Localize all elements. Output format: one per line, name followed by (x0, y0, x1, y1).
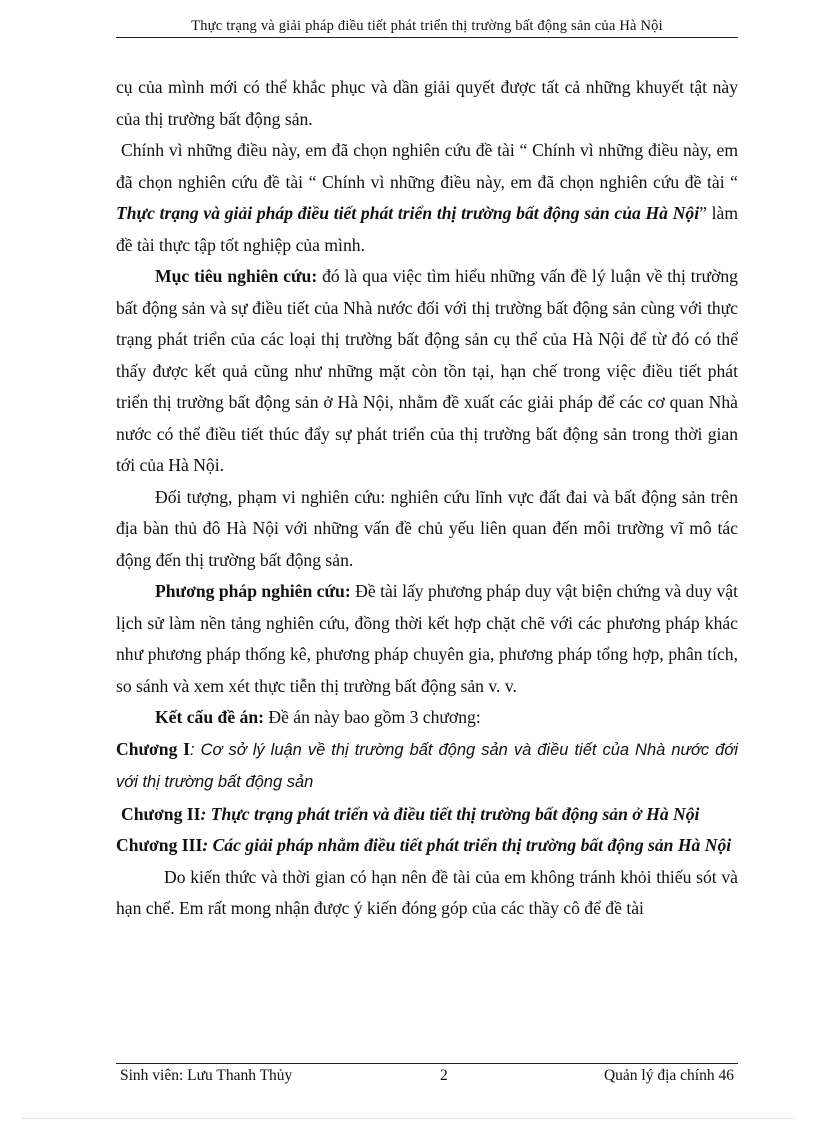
header-rule (116, 37, 738, 38)
chapter-3-line (116, 830, 738, 862)
chapter-1-line (116, 734, 738, 799)
paragraph-closing (116, 862, 738, 925)
chapter-title: : Cơ sở lý luận về thị trường bất động sản và điều tiết của Nhà nước đới với thị trường bất động sản (116, 740, 738, 791)
paragraph-intro-continued (116, 72, 738, 135)
chapter-title: : Các giải pháp nhằm điều tiết phát triển thị trường bất động sản Hà Nội (202, 835, 732, 855)
footer-rule (116, 1063, 738, 1064)
paragraph-structure (116, 702, 738, 734)
page-bottom-edge (22, 1118, 794, 1119)
chapter-label: Chương II (121, 803, 201, 824)
paragraph-text: ” làm đề tài thực tập tốt nghiệp của mình. (116, 203, 739, 255)
paragraph-text: cụ của mình mới có thể khắc phục và dần giải quyết được tất cả những khuyết tật này của thị trường bất động sản. (116, 77, 738, 129)
paragraph-text: đó là qua việc tìm hiểu những vấn đề lý luận về thị trường bất động sản và sự điều tiết của Nhà nước đối với thị trường bất động sản cùng với thực trạng phát triển của các loại thị trường bất động sản cụ thể của Hà Nội để từ đó có thể thấy được kết quả cũng như những mặt còn tồn tại, hạn chế trong việc điều tiết phát triển thị trường bất động sản ở Hà Nội, nhằm đề xuất các giải pháp để các cơ quan Nhà nước có thể điều tiết thúc đẩy sự phát triển của thị trường bất động sản trong thời gian tới của Hà Nội. (116, 266, 738, 475)
paragraph-text: Do kiến thức và thời gian có hạn nên đề tài của em không tránh khỏi thiếu sót và hạn chế. Em rất mong nhận được ý kiến đóng góp của các thầy cô để đề tài (116, 866, 738, 918)
chapter-2-line (116, 799, 738, 831)
section-lead-objective: Mục tiêu nghiên cứu: (155, 266, 318, 286)
chapter-label: Chương I (116, 738, 191, 759)
paragraph-text: Đối tượng, phạm vi nghiên cứu: nghiên cứu lĩnh vực đất đai và bất động sản trên địa bàn thủ đô Hà Nội với những vấn đề chủ yếu liên quan đến môi trường vĩ mô tác động đến thị trường bất động sản. (116, 486, 738, 570)
section-lead-method: Phương pháp nghiên cứu: (155, 581, 351, 601)
running-header: Thực trạng và giải pháp điều tiết phát triển thị trường bất động sản của Hà Nội (191, 18, 663, 34)
paragraph-text: Đề tài lấy phương pháp duy vật biện chứng và duy vật lịch sử làm nền tảng nghiên cứu, đồng thời kết hợp chặt chẽ với các phương pháp khác như phương pháp thống kê, phương pháp chuyên gia, phương pháp tổng hợp, phân tích, so sánh và xem xét thực tiễn thị trường bất động sản v. v. (116, 581, 738, 696)
paragraph-research-method (116, 576, 738, 702)
paragraph-topic-choice (116, 135, 738, 261)
footer-student-name: Sinh viên: Lưu Thanh Thủy (120, 1067, 293, 1084)
document-body (116, 72, 738, 925)
thesis-title-emphasis: Thực trạng và giải pháp điều tiết phát triển thị trường bất động sản của Hà Nội (116, 203, 700, 223)
chapter-title: : Thực trạng phát triển và điều tiết thị trường bất động sản ở Hà Nội (200, 803, 700, 824)
paragraph-research-scope (116, 482, 738, 577)
paragraph-text: Chính vì những điều này, em đã chọn nghiên cứu đề tài “ Chính vì những điều này, em đã chọn nghiên cứu đề tài “ Chính vì những điều này, em đã chọn nghiên cứu đề tài “ (116, 140, 738, 192)
page-number: 2 (440, 1067, 448, 1084)
footer-class-name: Quản lý địa chính 46 (603, 1067, 734, 1084)
paragraph-research-objective (116, 261, 738, 482)
section-lead-structure: Kết cấu đề án: (155, 707, 264, 727)
paragraph-text: Đề án này bao gồm 3 chương: (263, 707, 481, 727)
chapter-label: Chương III (116, 835, 203, 855)
